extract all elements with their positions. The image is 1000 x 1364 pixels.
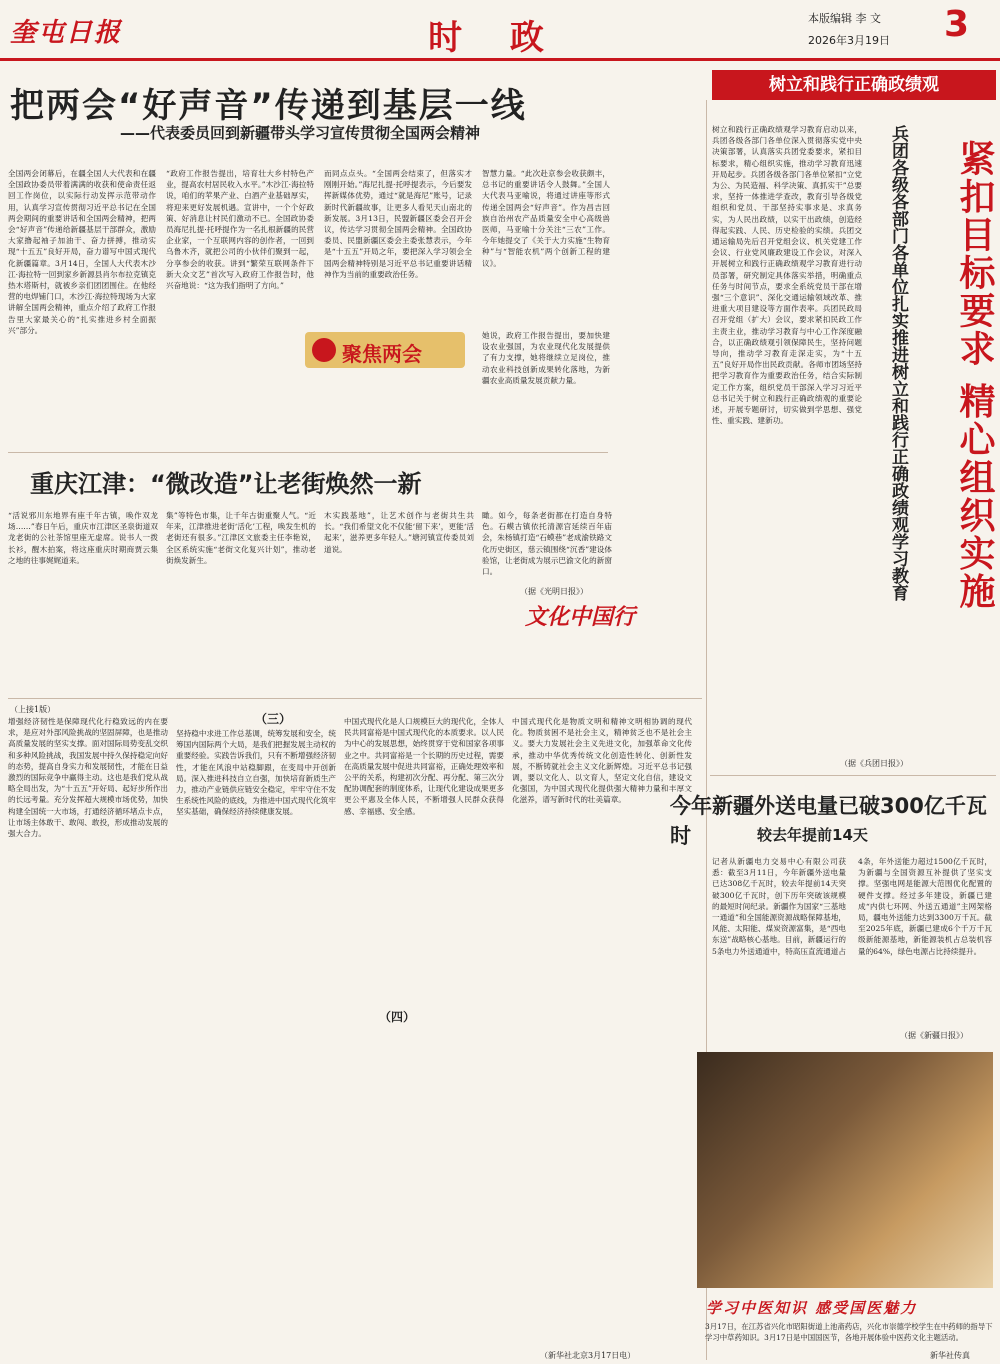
section-banner: 树立和践行正确政绩观 — [712, 70, 996, 100]
story3-subheadline: 较去年提前14天 — [757, 826, 868, 844]
page-number: 3 — [944, 4, 970, 45]
story2-headline: 重庆江津：“微改造”让老街焕然一新 — [30, 470, 422, 498]
lead-headline: 把两会“好声音”传递到基层一线 — [10, 86, 527, 126]
newspaper-logo: 奎屯日报 — [10, 18, 123, 48]
essay-column-2: 坚持稳中求进工作总基调，统筹发展和安全，统筹国内国际两个大局，是我们把握发展主动权的重要经验。实践告诉我们，只有不断增强经济韧性，才能在风浪中站稳脚跟，在变局中开创新局。深入推进科技自立自强，加快培育新质生产力，推动产业链供应链安全稳定，牢牢守住不发生系统性风险的底线，为推进中国式现代化筑牢坚实基础，确保经济持续健康发展。 — [176, 729, 336, 817]
lead-subheadline: ——代表委员回到新疆带头学习宣传贯彻全国两会精神 — [120, 124, 481, 142]
lead-column-5: 她说，政府工作报告提出，要加快建设农业强国，为农业现代化发展提供了有力支撑，她将继续立足岗位，推动农业科技创新成果转化落地，为新疆农业高质量发展贡献力量。 — [482, 331, 610, 385]
photo-credit: 新华社传真 — [930, 1351, 970, 1360]
continued-note: （上接1版） — [10, 705, 56, 714]
essay-column-4: 中国式现代化是物质文明和精神文明相协调的现代化。物质贫困不是社会主义，精神贫乏也不是社会主义。要大力发展社会主义先进文化，加强革命文化传承，推动中华优秀传统文化创造性转化、创新性发展，不断铸就社会主义文化新辉煌。习近平总书记强调，要以文化人、以文育人，坚定文化自信，建设文化强国，为中国式现代化提供强大精神力量和丰厚文化滋养，谱写新时代的壮美篇章。 — [512, 717, 692, 805]
essay-column-1: 增强经济韧性是保障现代化行稳致远的内在要求，是应对外部风险挑战的坚固屏障，也是推动高质量发展的坚实支撑。面对国际局势变乱交织和多种风险挑战，我国发展中持久保持稳定向好的态势，提高自身实力和发展韧性，才能在日益激烈的国际竞争中赢得主动。这也是我们党从战略全局出发，为“十五五”开好局、起好步所作出的长远考量。充分发挥超大规模市场优势，加快构建全国统一大市场，打通经济循环堵点卡点，让市场主体敢干、敢闯、敢投，形成推动发展的强大合力。 — [8, 717, 168, 839]
side-subheadline: 兵团各级各部门各单位扎实推进树立和践行正确政绩观学习教育 — [888, 125, 908, 601]
lead-column-3: 而同点点头。“全国两会结束了，但落实才刚刚开始。”海尼扎提·托呼提表示，今后要发挥新媒体优势，通过“就是海尼”账号，记录新时代新疆故事，让更多人看见天山南北的新发展。3月13日，民盟新疆区委会召开会议，传达学习贯彻全国两会精神。全国政协委员、民盟新疆区委会主委张慧表示，今年是“十五五”开局之年，要把深入学习领会全国两会精神特别是习近平总书记重要讲话精神作为当前的重要政治任务。 — [324, 169, 472, 279]
story2-column-1: “活说邪川东地界有座千年古镇，唤作双龙场……”春日午后，重庆市江津区圣泉街道双龙老街的公社茶馆里座无虚席。说书人一拨长衫，醒木拍案，将这座重庆时期商贾云集之地的往事娓娓道来。 — [8, 511, 158, 565]
lead-column-1: 全国两会闭幕后，在疆全国人大代表和在疆全国政协委员带着满满的收获和使命责任返回工作岗位，以实际行动发挥示范带动作用，认真学习宣传贯彻习近平总书记在全国两会期间的重要讲话和全国两会精神，把两会“好声音”传递给新疆基层干部群众，激励大家撸起袖子加油干、奋力拼搏，推动实现“十五五”良好开局，奋力谱写中国式现代化新疆篇章。3月14日，全国人大代表木沙江·海拉特一回到家乡新源县肖尔布拉克镇克热木塔斯村，就被乡亲们团团围住。在他经营的电焊铺门口，木沙江·海拉特现场为大家讲解全国两会精神，重点介绍了政府工作报告里大家最关心的“扎实推进乡村全面振兴”部分。 — [8, 169, 156, 335]
story3-source: （据《新疆日报》） — [900, 1031, 968, 1040]
section-title: 时 政 — [428, 18, 562, 58]
section-marker-4: （四） — [379, 1010, 416, 1024]
story2-column-3: 木实践基地”，让艺术创作与老街共生共长。“我们希望文化不仅能‘留下来’，更能‘活起来’，滋养更多年轻人。”塘河镇宣传委员刘道说。 — [324, 511, 474, 554]
section-marker-3: （三） — [255, 712, 292, 726]
story3-headline: 今年新疆外送电量已破300亿千瓦时 — [670, 794, 987, 848]
side-source: （据《兵团日报》） — [840, 759, 908, 768]
editor-line: 本版编辑 李 文 — [808, 12, 881, 25]
photo-caption: 3月17日，在江苏省兴化市昭阳街道上池斋药店，兴化市崇德学校学生在中药师的指导下学习中草药知识。3月17日是中国国医节，各地开展体验中医药文化主题活动。 — [705, 1322, 993, 1342]
side-body: 树立和践行正确政绩观学习教育启动以来，兵团各级各部门各单位深入贯彻落实党中央决策部署，认真落实兵团党委要求，紧扣目标要求，精心组织实施，推动学习教育迅速开局起步。兵团各级各部门各单位紧扣“立党为公、为民造福、科学决策、真抓实干”总要求，坚持一体推进学查改，教育引导各级党组织和党员、干部坚持实事求是、求真务实，为人民出政绩，以实干出政绩，创造经得起实践、人民、历史检验的实绩。兵团交通运输局先后召开党组会议、机关党建工作会议、行业党风廉政建设工作会议，对深入开展树立和践行正确政绩观学习教育进行动员部署，研究制定具体落实举措，明确重点任务与时间节点，要求全系统党员干部在增强“三个意识”、深化交通运输领域改革、推进重大项目建设等方面作表率。兵团民政局召开党组（扩大）会议，要求紧扣民政工作主责主业，推动学习教育与中心工作深度融合，以正确政绩观引领保障民生，坚持问题导向，推动学习教育走深走实，为“十五五”良好开局作出民政贡献。各师市团场坚持把学习教育作为重要政治任务，结合实际制定工作方案，组织党员干部深入学习习近平总书记关于树立和践行正确政绩观的重要论述，开展专题研讨，切实做到学思想、强党性、重实践、建新功。 — [712, 125, 862, 426]
emblem-icon — [312, 338, 336, 362]
pharmacy-photo — [697, 1052, 993, 1288]
lead-column-2: “政府工作报告提出，培育壮大乡村特色产业，提高农村居民收入水平。”木沙江·海拉特说，咱们的苹果产业、白酒产业基础厚实，将迎来更好发展机遇。宣讲中，一个个好政策、好消息让村民们激动不已。全国政协委员海尼扎提·托呼提作为一名扎根新疆的民营企业家，一个互联网内容的创作者，一回到乌鲁木齐，就把公司的小伙伴们聚到一起，分享参会的收获。讲到“繁荣互联网条件下新大众文艺”首次写入政府工作报告时，他兴奋地说：“这为我们指明了方向。” — [166, 169, 314, 291]
photo-title: 学习中医知识 感受国医魅力 — [706, 1299, 918, 1317]
essay-source: （新华社北京3月17日电） — [540, 1351, 636, 1360]
culture-logo: 文化中国行 — [525, 604, 636, 630]
essay-column-3: 中国式现代化是人口规模巨大的现代化，全体人民共同富裕是中国式现代化的本质要求。以人民为中心的发展思想，始终贯穿于党和国家各项事业之中。共同富裕是一个长期的历史过程，需要在高质量发展中促进共同富裕，正确处理效率和公平的关系，构建初次分配、再分配、第三次分配协调配套的制度体系，让现代化建设成果更多更公平惠及全体人民，不断增强人民群众获得感、幸福感、安全感。 — [344, 717, 504, 816]
story2-source: （据《光明日报》） — [520, 587, 588, 596]
story2-column-4: 瞰。如今，每条老街都在打造自身特色。石蟆古镇依托清源宫延续百年庙会，朱杨镇打造“石蟆巷”老成渝铁路文化历史街区，慈云镇围绕“沉香”建设体验馆，让老街成为展示巴渝文化的新窗口。 — [482, 511, 612, 577]
story2-column-2: 集”等特色市集，让千年古街重聚人气。“近年来，江津推进老街‘活化’工程，唤发生机的老街还有很多。”江津区文旅委主任李艳说，全区系统实施“老街文化复兴计划”，推动老街焕发新生。 — [166, 511, 316, 565]
lead-column-4: 智慧力量。“此次赴京参会收获颇丰，总书记的重要讲话令人鼓舞。”全国人大代表马亚喻说，将通过讲座等形式传递全国两会“好声音”。作为昌吉回族自治州农产品质量安全中心高级兽医师，马亚喻十分关注“三农”工作。今年她提交了《关于大力实施“生物育种”与“智能农机”两个创新工程的建议》。 — [482, 169, 610, 268]
focus-label: 聚焦两会 — [342, 342, 422, 366]
story3-body: 记者从新疆电力交易中心有限公司获悉：截至3月11日，今年新疆外送电量已达308亿千瓦时，较去年提前14天突破300亿千瓦时，创下历年突破该规模的最短时间纪录。新疆作为国家“三基地一通道”和全国能源资源战略保障基地，风能、太阳能、煤炭资源富集，是“西电东送”战略核心基地。目前，新疆运行的5条电力外送通道中，特高压直流通道占4条，年外送能力超过1500亿千瓦时，为新疆与全国资源互补提供了坚实支撑。坚强电网是能源大范围优化配置的硬件支撑。经过多年建设，新疆已建成“内供七环网、外送五通道”主网架格局，疆电外送能力达到3300万千瓦。截至2025年底，新疆已建成6个千万千瓦级新能源基地，新能源装机占总装机容量的64%，绿色电源占比持续提升。 — [712, 857, 992, 956]
issue-date: 2026年3月19日 — [808, 34, 890, 47]
side-headline: 紧扣目标要求 精心组织实施 — [954, 140, 995, 611]
